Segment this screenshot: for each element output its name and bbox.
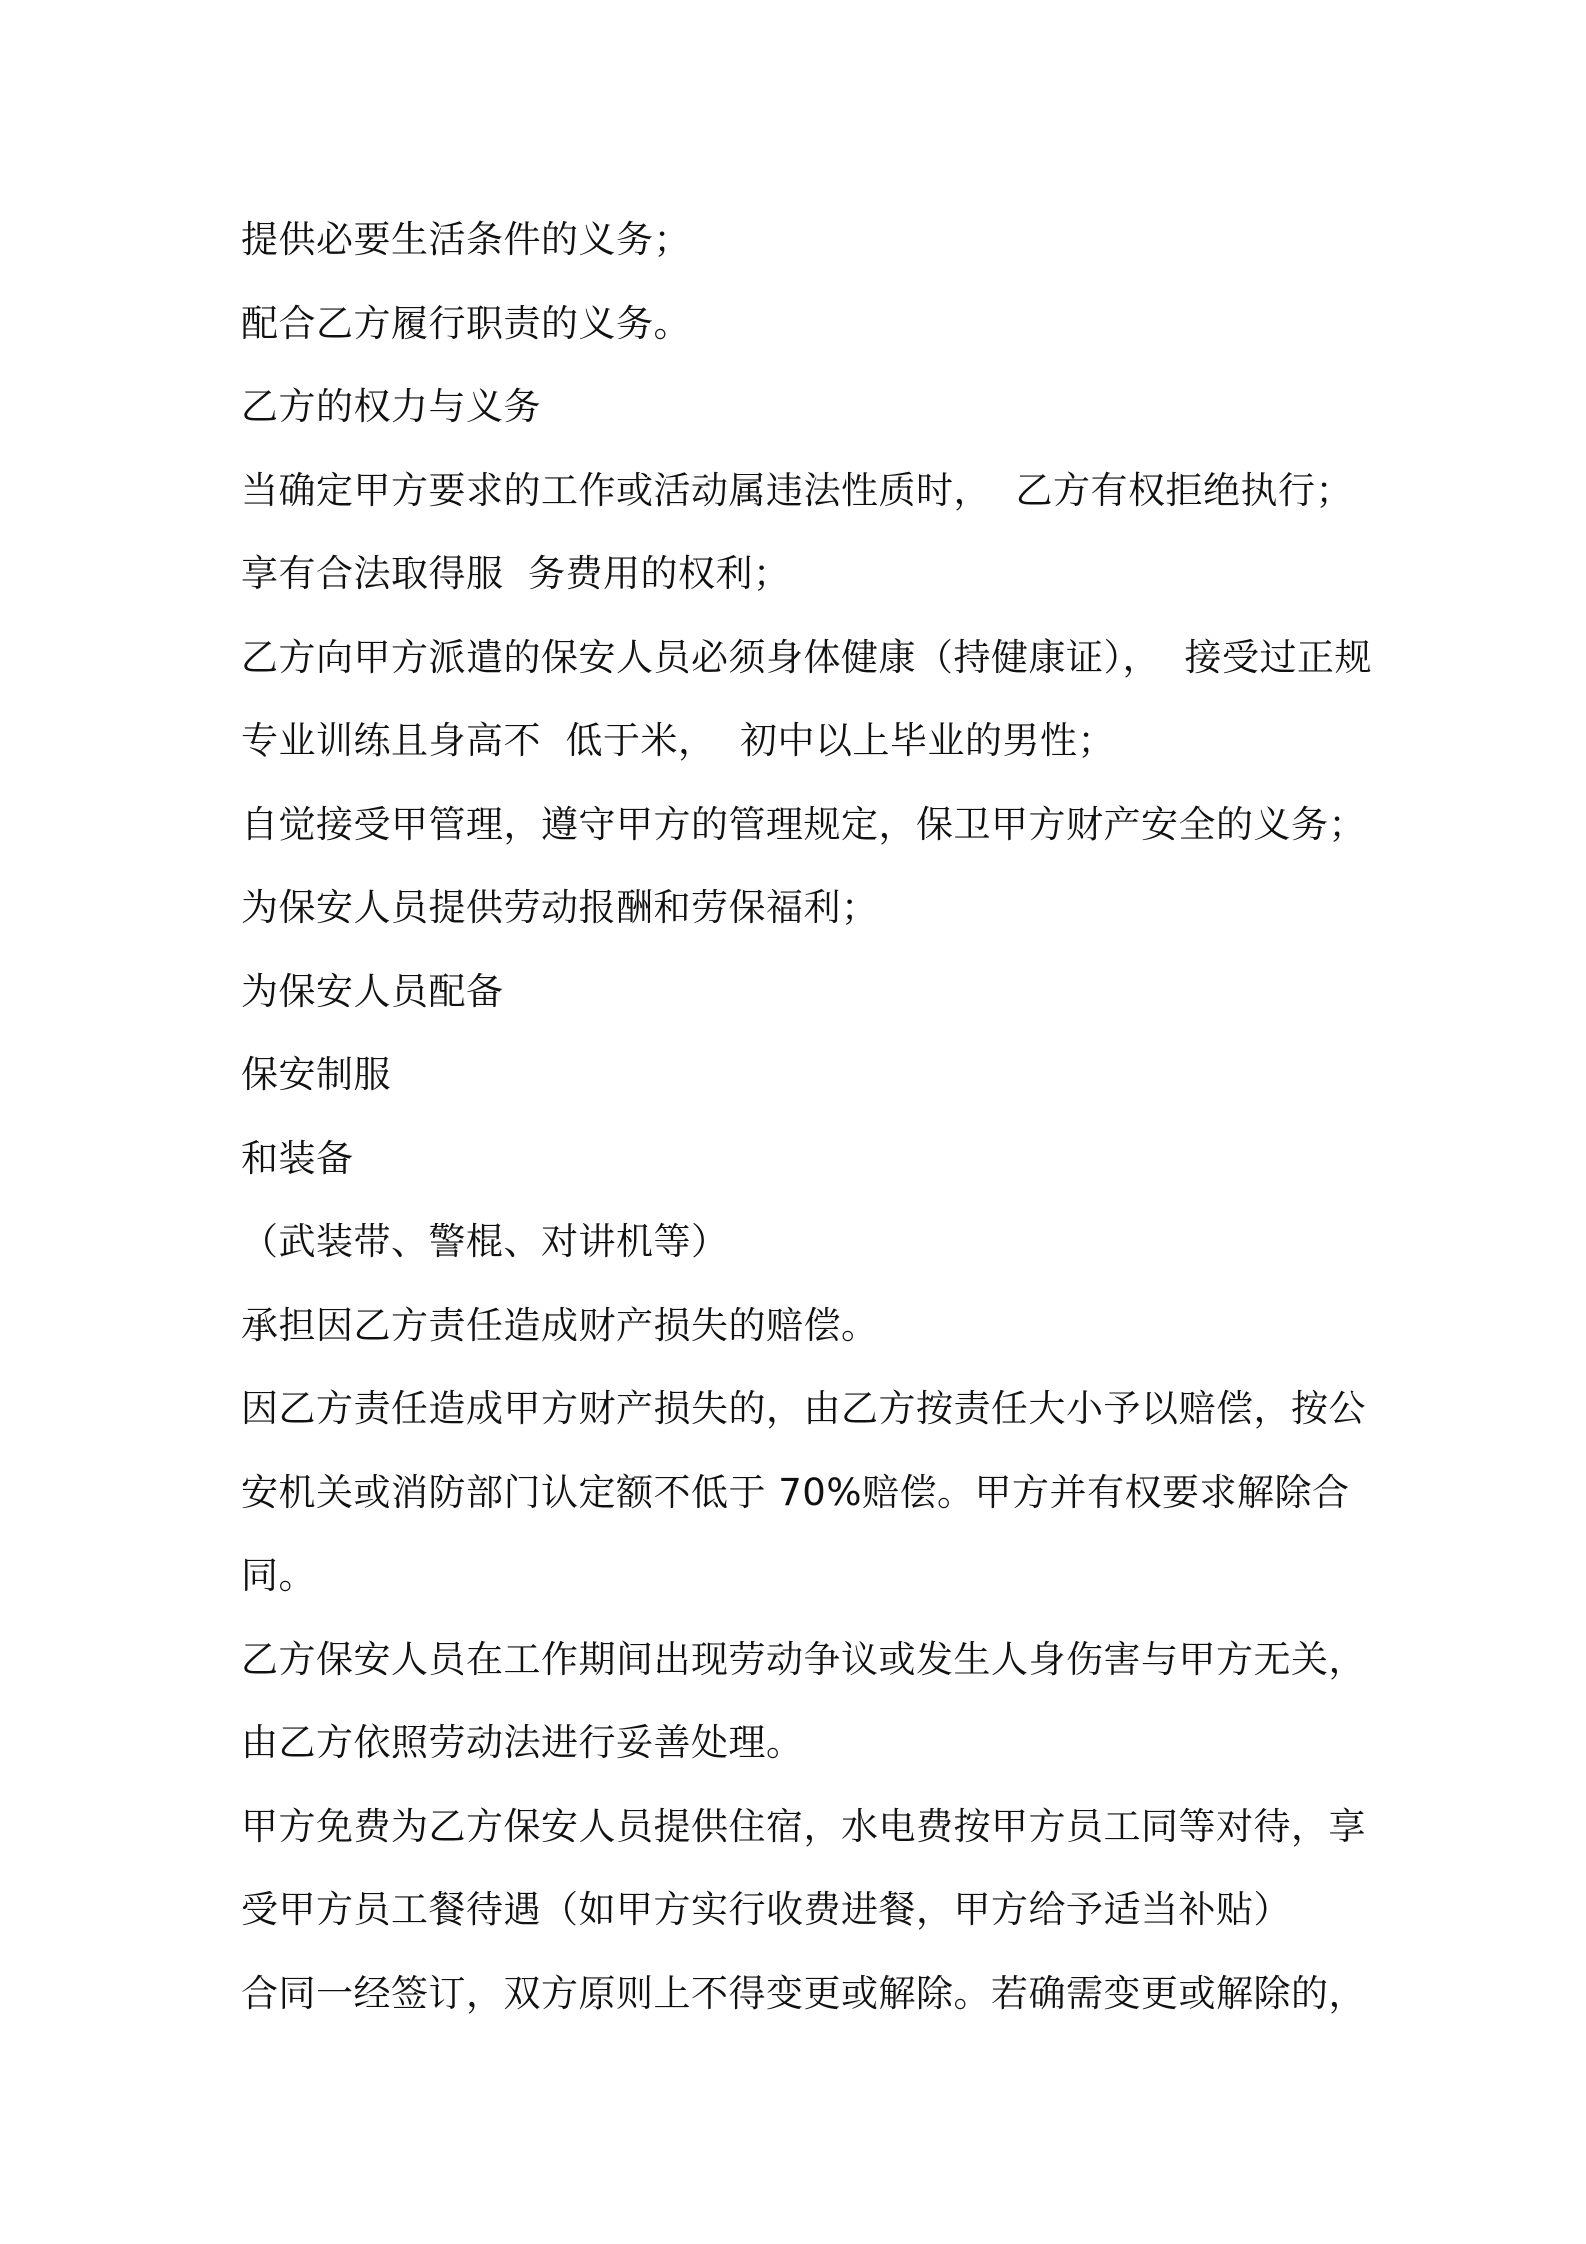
text-line: 享有合法取得服 务费用的权利； (241, 552, 791, 595)
text-line: 受甲方员工餐待遇（如甲方实行收费进餐，甲方给予适当补贴） (241, 1888, 1291, 1931)
text-line: 专业训练且身高不 低于米， 初中以上毕业的男性； (241, 719, 1116, 762)
text-line: 同。 (241, 1554, 316, 1597)
text-line: 甲方免费为乙方保安人员提供住宿，水电费按甲方员工同等对待，享 (241, 1804, 1366, 1848)
text-line: 因乙方责任造成甲方财产损失的，由乙方按责任大小予以赔偿，按公 (241, 1387, 1366, 1430)
text-line: 提供必要生活条件的义务； (241, 218, 691, 261)
document-body (241, 198, 1371, 2035)
text-line: （武装带、警棍、对讲机等） (241, 1220, 729, 1263)
text-line: 为保安人员配备 (241, 969, 504, 1013)
text-line: 乙方保安人员在工作期间出现劳动争议或发生人身伤害与甲方无关， (241, 1637, 1366, 1681)
text-line: 合同一经签订，双方原则上不得变更或解除。若确需变更或解除的， (241, 1971, 1366, 2015)
text-line: 为保安人员提供劳动报酬和劳保福利； (241, 886, 879, 929)
text-line: 当确定甲方要求的工作或活动属违法性质时， 乙方有权拒绝执行； (241, 468, 1354, 512)
text-line: 和装备 (241, 1136, 354, 1180)
text-line: 承担因乙方责任造成财产损失的赔偿。 (241, 1303, 879, 1347)
text-line: 自觉接受甲管理，遵守甲方的管理规定，保卫甲方财产安全的义务； (241, 802, 1366, 846)
text-line: 保安制服 (241, 1053, 391, 1096)
text-line: 安机关或消防部门认定额不低于 70%赔偿。甲方并有权要求解除合 (241, 1470, 1350, 1514)
text-line: 由乙方依照劳动法进行妥善处理。 (241, 1721, 804, 1764)
text-line: 配合乙方履行职责的义务。 (241, 301, 691, 345)
section-heading: 乙方的权力与义务 (241, 385, 541, 428)
text-line: 乙方向甲方派遣的保安人员必须身体健康（持健康证）， 接受过正规 (241, 635, 1373, 679)
